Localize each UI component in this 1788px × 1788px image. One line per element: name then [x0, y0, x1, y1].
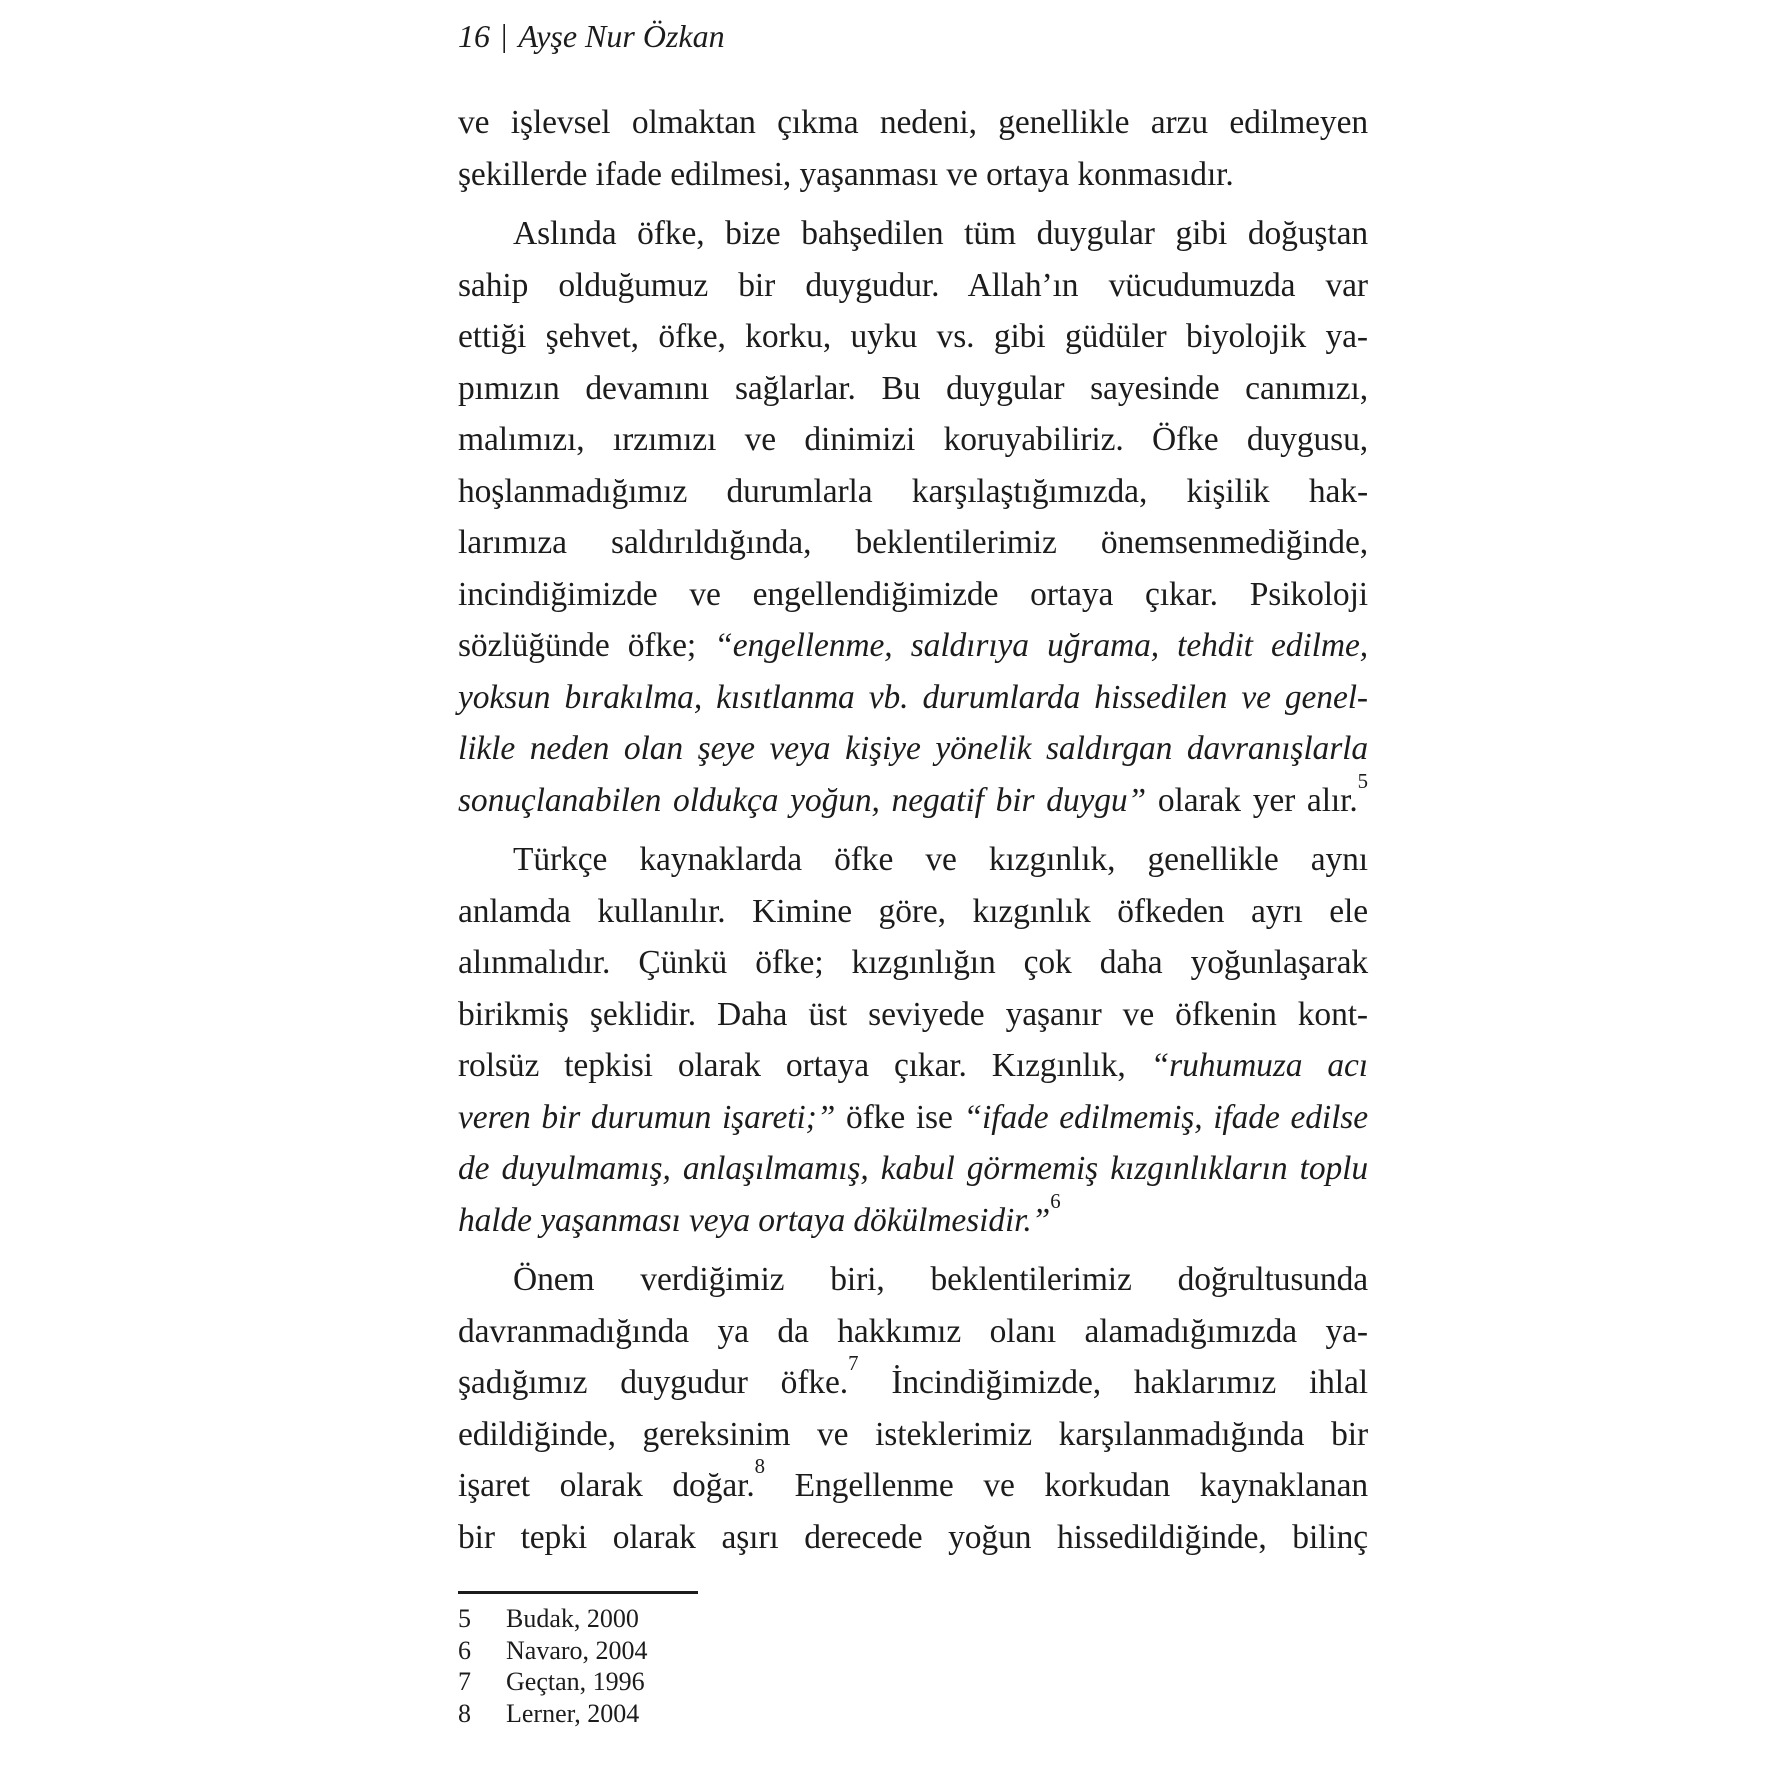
- text-line: [458, 97, 1368, 149]
- text-line: [458, 1092, 1368, 1144]
- text-segment: şadığımız duygudur öfke.: [458, 1364, 849, 1401]
- text-line: [458, 1512, 1368, 1564]
- text-segment: birikmiş şeklidir. Daha üst seviyede yaşanır ve öfkenin kont-: [458, 995, 1368, 1033]
- footnote-text: Navaro, 2004: [506, 1635, 648, 1665]
- paragraph: [458, 1254, 1368, 1563]
- text-segment: ettiği şehvet, öfke, korku, uyku vs. gibi güdüler biyolojik ya-: [458, 318, 1368, 355]
- text-line: [458, 517, 1368, 569]
- text-segment: “ruhumuza acı: [1150, 1047, 1368, 1084]
- text-segment: “engellenme, saldırıya uğrama, tehdit edilme,: [714, 627, 1368, 664]
- paragraph: [458, 97, 1368, 200]
- footnote-marker: 8: [754, 1455, 765, 1479]
- text-line: [458, 937, 1368, 989]
- text-line: [458, 1254, 1368, 1306]
- footnote-number: 6: [458, 1635, 471, 1665]
- text-line: [458, 1306, 1368, 1358]
- footnote-number: 7: [458, 1667, 471, 1696]
- text-line: [458, 834, 1368, 886]
- text-segment: olarak yer alır.: [1146, 781, 1358, 819]
- text-segment: davranmadığında ya da hakkımız olanı alamadığımızda ya-: [458, 1312, 1368, 1350]
- text-line: [458, 260, 1368, 312]
- text-segment: Önem verdiğimiz biri, beklentilerimiz doğrultusunda: [513, 1261, 1368, 1298]
- text-segment: veren bir durumun işareti;”: [458, 1098, 836, 1136]
- text-line: [458, 769, 1368, 827]
- text-segment: yoksun bırakılma, kısıtlanma vb. durumlarda hissedilen ve genel-: [458, 678, 1368, 716]
- text-segment: “ifade edilmemiş, ifade edilse: [963, 1098, 1368, 1136]
- footnote-row: [458, 1698, 1368, 1730]
- text-segment: Türkçe kaynaklarda öfke ve kızgınlık, genellikle aynı: [513, 841, 1368, 878]
- footnote-text: Lerner, 2004: [506, 1698, 640, 1728]
- text-line: [458, 620, 1368, 672]
- text-segment: sonuçlanabilen oldukça yoğun, negatif bir duygu”: [458, 781, 1147, 819]
- page-number: 16: [458, 18, 490, 54]
- text-segment: ve işlevsel olmaktan çıkma nedeni, genellikle arzu edilmeyen: [458, 104, 1368, 141]
- paragraph: [458, 834, 1368, 1246]
- text-line: [458, 1040, 1368, 1092]
- footnote-marker: 5: [1357, 769, 1368, 793]
- text-segment: malımızı, ırzımızı ve dinimizi koruyabiliriz. Öfke duygusu,: [458, 421, 1368, 458]
- text-line: [458, 1189, 1368, 1247]
- footnote-number: 5: [458, 1604, 471, 1633]
- running-header-author: Ayşe Nur Özkan: [518, 18, 725, 54]
- text-segment: rolsüz tepkisi olarak ortaya çıkar. Kızgınlık,: [458, 1047, 1151, 1084]
- text-line: [458, 672, 1368, 724]
- footnotes-list: [458, 1603, 1368, 1729]
- footnote-row: [458, 1635, 1368, 1667]
- running-header: [458, 14, 725, 58]
- text-segment: işaret olarak doğar.: [458, 1467, 755, 1504]
- header-separator: |: [501, 17, 508, 53]
- footnote-row: [458, 1603, 1368, 1635]
- footnote-text: Geçtan, 1996: [506, 1667, 645, 1696]
- text-line: [458, 466, 1368, 518]
- paragraph: [458, 208, 1368, 826]
- text-segment: bir tepki olarak aşırı derecede yoğun hissedildiğinde, bilinç: [458, 1518, 1368, 1556]
- text-line: [458, 149, 1368, 201]
- footnotes-section: [458, 1591, 1368, 1729]
- footnote-divider: [458, 1591, 698, 1594]
- text-segment: sahip olduğumuz bir duygudur. Allah’ın vücudumuzda var: [458, 266, 1368, 304]
- footnote-marker: 6: [1050, 1189, 1061, 1213]
- footnote-text: Budak, 2000: [506, 1604, 639, 1633]
- text-line: [458, 1455, 1368, 1512]
- text-segment: larımıza saldırıldığında, beklentilerimiz önemsenmediğinde,: [458, 524, 1368, 561]
- text-line: [458, 886, 1368, 938]
- text-line: [458, 989, 1368, 1041]
- footnote-marker: 7: [848, 1352, 859, 1376]
- text-line: [458, 1352, 1368, 1409]
- text-segment: halde yaşanması veya ortaya dökülmesidir.”: [458, 1201, 1051, 1239]
- text-segment: pımızın devamını sağlarlar. Bu duygular sayesinde canımızı,: [458, 369, 1368, 407]
- text-segment: edildiğinde, gereksinim ve isteklerimiz karşılanmadığında bir: [458, 1415, 1368, 1453]
- text-line: [458, 1409, 1368, 1461]
- text-line: [458, 723, 1368, 775]
- text-segment: Aslında öfke, bize bahşedilen tüm duygular gibi doğuştan: [513, 215, 1368, 252]
- page-body: [458, 97, 1368, 1563]
- text-line: [458, 414, 1368, 466]
- text-segment: anlamda kullanılır. Kimine göre, kızgınlık öfkeden ayrı ele: [458, 892, 1368, 930]
- text-line: [458, 208, 1368, 260]
- text-segment: öfke ise: [835, 1098, 964, 1136]
- text-line: [458, 311, 1368, 363]
- text-segment: de duyulmamış, anlaşılmamış, kabul görmemiş kızgınlıkların toplu: [458, 1150, 1368, 1187]
- text-segment: incindiğimizde ve engellendiğimizde ortaya çıkar. Psikoloji: [458, 575, 1368, 613]
- text-segment: likle neden olan şeye veya kişiye yönelik saldırgan davranışlarla: [458, 730, 1368, 767]
- text-line: [458, 1143, 1368, 1195]
- text-segment: alınmalıdır. Çünkü öfke; kızgınlığın çok daha yoğunlaşarak: [458, 944, 1368, 981]
- footnote-row: [458, 1666, 1368, 1698]
- text-line: [458, 569, 1368, 621]
- text-segment: şekillerde ifade edilmesi, yaşanması ve ortaya konmasıdır.: [458, 155, 1234, 193]
- text-segment: İncindiğimizde, haklarımız ihlal: [858, 1364, 1368, 1401]
- text-line: [458, 363, 1368, 415]
- footnote-number: 8: [458, 1698, 471, 1728]
- text-segment: Engellenme ve korkudan kaynaklanan: [764, 1467, 1368, 1504]
- text-segment: sözlüğünde öfke;: [458, 627, 715, 664]
- text-segment: hoşlanmadığımız durumlarla karşılaştığımızda, kişilik hak-: [458, 472, 1368, 510]
